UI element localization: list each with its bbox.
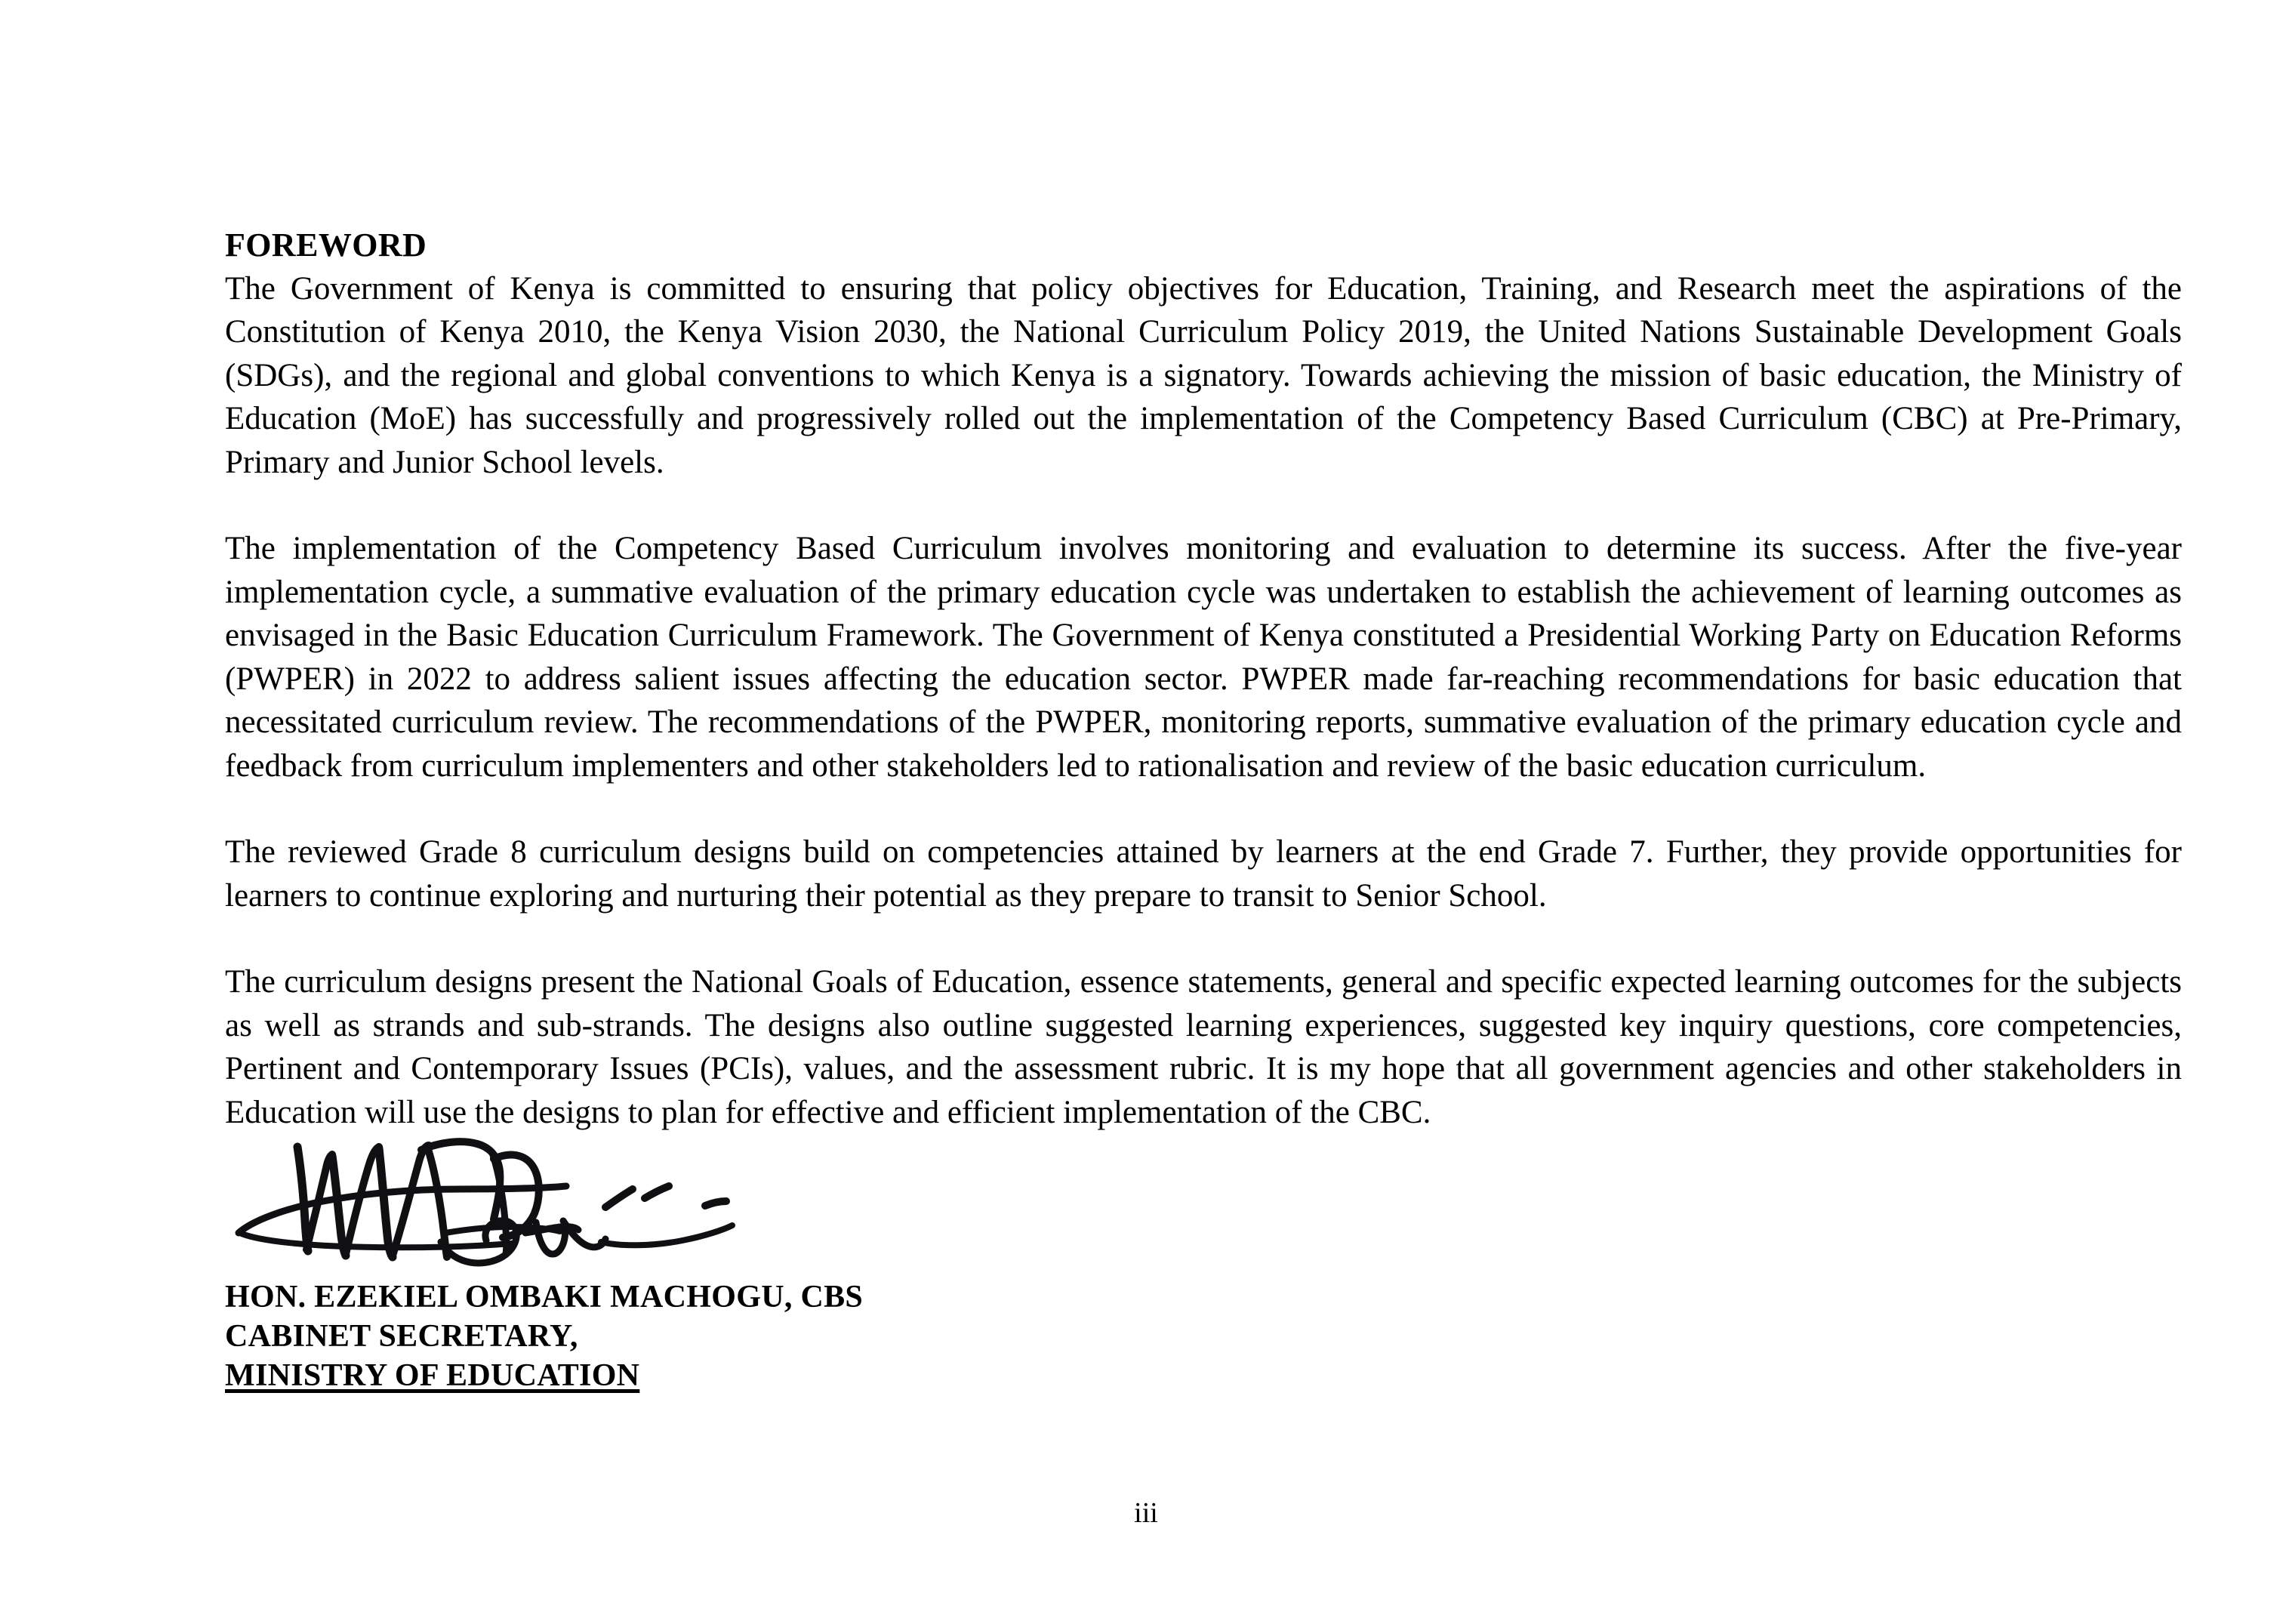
paragraph-3: The reviewed Grade 8 curriculum designs build on competencies attained by learners at the end Grade 7. Further, they provide opportunities for learners to continue exploring and nurturing their potential as they prepare to transit to Senior School. [225,834,2182,914]
signature-block [225,1136,829,1272]
signatory-name: HON. EZEKIEL OMBAKI MACHOGU, CBS [225,1280,864,1314]
paragraph-4: The curriculum designs present the National Goals of Education, essence statements, general and specific expected learning outcomes for the subjects as well as strands and sub-strands. The designs also outline suggested learning experiences, suggested key inquiry questions, core competencies, Pertinent and Contemporary Issues (PCIs), values, and the assessment rubric. It is my hope that all government agencies and other stakeholders in Education will use the designs to plan for effective and efficient implementation of the CBC. [225,964,2182,1130]
paragraph-spacer [225,484,2182,527]
paragraph-1: The Government of Kenya is committed to ensuring that policy objectives for Education, Training, and Research meet the aspirations of the Constitution of Kenya 2010, the Kenya Vision 2030, the National Curriculum Policy 2019, the United Nations Sustainable Development Goals (SDGs), and the regional and global conventions to which Kenya is a signatory. Towards achieving the mission of basic education, the Ministry of Education (MoE) has successfully and progressively rolled out the implementation of the Competency Based Curriculum (CBC) at Pre-Primary, Primary and Junior School levels. [225,270,2182,480]
signatory-details [225,1277,1282,1395]
paragraph-spacer [225,787,2182,830]
foreword-content [225,225,2182,1134]
page-title: FOREWORD [225,226,427,263]
signatory-role: CABINET SECRETARY, [225,1319,578,1354]
paragraph-spacer [225,917,2182,960]
handwritten-signature-icon [225,1136,799,1268]
paragraph-2: The implementation of the Competency Based Curriculum involves monitoring and evaluation to determine its success. After the five-year implementation cycle, a summative evaluation of the primary education cycle was undertaken to establish the achievement of learning outcomes as envisaged in the Basic Education Curriculum Framework. The Government of Kenya constituted a Presidential Working Party on Education Reforms (PWPER) in 2022 to address salient issues affecting the education sector. PWPER made far-reaching recommendations for basic education that necessitated curriculum review. The recommendations of the PWPER, monitoring reports, summative evaluation of the primary education cycle and feedback from curriculum implementers and other stakeholders led to rationalisation and review of the basic education curriculum. [225,531,2182,784]
page-number: iii [1134,1497,1158,1529]
signatory-ministry: MINISTRY OF EDUCATION [225,1358,640,1393]
